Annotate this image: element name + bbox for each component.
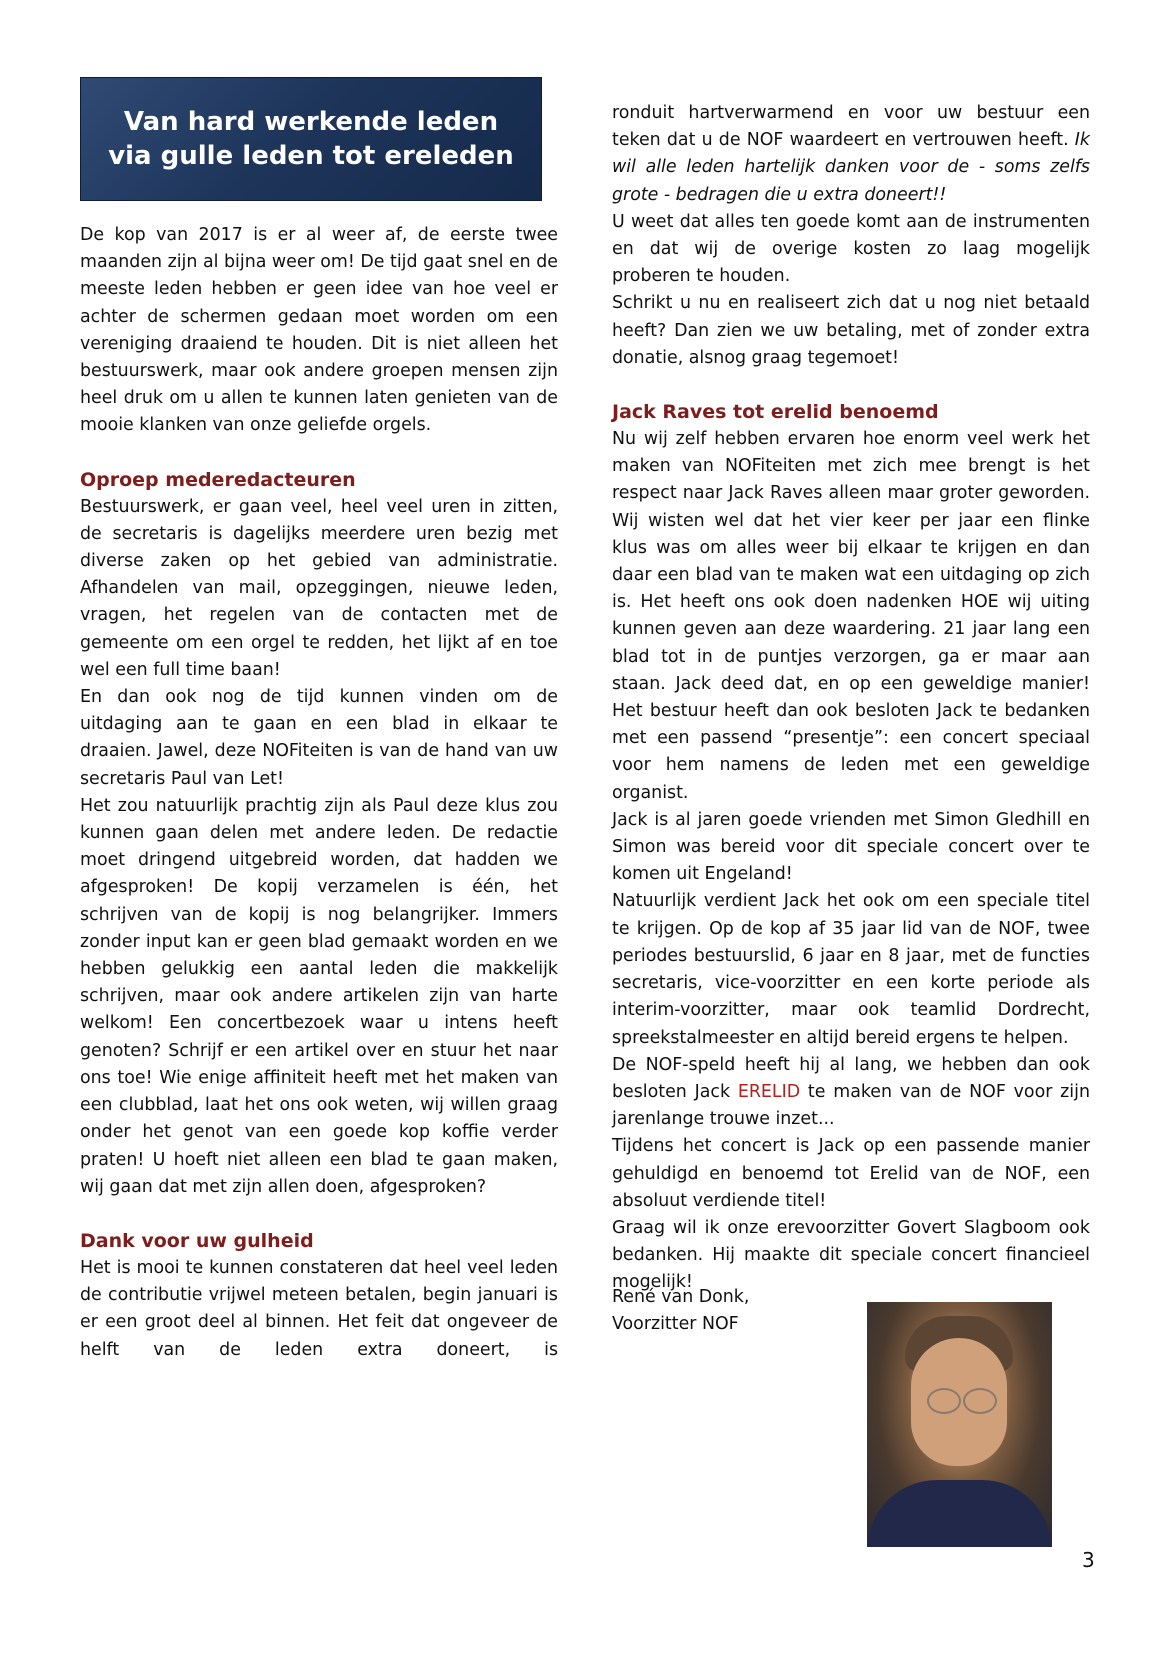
oproep-paragraph-1: Bestuurswerk, er gaan veel, heel veel uren in zitten, de secretaris is dagelijks meerdere uren bezig met diverse zaken op het gebied van administratie. Afhandelen van mail, opzeggingen, nieuwe leden, vragen, het regelen van de contacten met de gemeente om een orgel te redden, het lijkt af en toe wel een full time baan! bbox=[80, 496, 558, 680]
jack-paragraph-2: Jack is al jaren goede vrienden met Simon Gledhill en Simon was bereid voor dit speciale concert over te komen uit Engeland! bbox=[612, 809, 1090, 885]
left-column bbox=[80, 222, 558, 1364]
section-heading-jack: Jack Raves tot erelid benoemd bbox=[612, 401, 939, 424]
page-number: 3 bbox=[1082, 1548, 1095, 1572]
dank-paragraph-1-part-b: ronduit hartverwarmend en voor uw bestuur een teken dat u de NOF waardeert en vertrouwen heeft. Ik wil alle leden hartelijk danken voor de - soms zelfs grote - bedragen die u extra doneert!! bbox=[612, 103, 1090, 205]
signature-role: Voorzitter NOF bbox=[612, 1314, 739, 1335]
portrait-photo bbox=[867, 1302, 1052, 1547]
jack-p4-before: De NOF-speld heeft hij al lang, we hebben dan ook besloten Jack bbox=[612, 1054, 1090, 1102]
erelid-highlight: ERELID bbox=[737, 1081, 801, 1102]
dank-paragraph-2: U weet dat alles ten goede komt aan de instrumenten en dat wij de overige kosten zo laag mogelijk proberen te houden. bbox=[612, 211, 1090, 287]
title-box bbox=[80, 77, 542, 201]
section-heading-dank: Dank voor uw gulheid bbox=[80, 1229, 314, 1252]
right-column bbox=[612, 100, 1090, 1297]
jack-paragraph-1: Nu wij zelf hebben ervaren hoe enorm veel werk het maken van NOFiteiten met zich mee brengt is het respect naar Jack Raves alleen maar groter geworden. Wij wisten wel dat het vier keer per jaar een flinke klus was om alles weer bij elkaar te krijgen en dan daar een blad van te maken wat een uitdaging op zich is. Het heeft ons ook doen nadenken HOE wij uiting kunnen geven aan deze waardering. 21 jaar lang een blad tot in de puntjes verzorgen, ga er maar aan staan. Jack deed dat, en op een geweldige manier! Het bestuur heeft dan ook besloten Jack te bedanken met een passend “presentje”: een concert speciaal voor hem namens de leden met een geweldige organist. bbox=[612, 429, 1090, 803]
dank-paragraph-3: Schrikt u nu en realiseert zich dat u nog niet betaald heeft? Dan zien we uw betaling, met of zonder extra donatie, alsnog graag tegemoet! bbox=[612, 293, 1090, 368]
jack-paragraph-4 bbox=[612, 1052, 1090, 1134]
signature-name: René van Donk, bbox=[612, 1287, 750, 1307]
jack-paragraph-5: Tijdens het concert is Jack op een passende manier gehuldigd en benoemd tot Erelid van de NOF, een absoluut verdiende titel! bbox=[612, 1136, 1090, 1211]
dank-paragraph-1-part-a: Het is mooi te kunnen constateren dat heel veel leden de contributie vrijwel meteen betalen, begin januari is er een groot deel al binnen. Het feit dat ongeveer de helft van de leden extra doneert, is bbox=[80, 1257, 558, 1360]
jack-paragraph-6: Graag wil ik onze erevoorzitter Govert Slagboom ook bedanken. Hij maakte dit speciale concert financieel mogelijk! bbox=[612, 1217, 1090, 1293]
signature-block bbox=[612, 1284, 852, 1338]
jack-p4-after: te maken van de NOF voor zijn jarenlange trouwe inzet... bbox=[612, 1081, 1090, 1130]
intro-paragraph: De kop van 2017 is er al weer af, de eerste twee maanden zijn al bijna weer om! De tijd gaat snel en de meeste leden hebben er geen idee van hoe veel er achter de schermen gedaan moet worden om een vereniging draaiend te houden. Dit is niet alleen het bestuurswerk, maar ook andere groepen mensen zijn heel druk om u allen te kunnen laten genieten van de mooie klanken van onze geliefde orgels. bbox=[80, 225, 558, 436]
section-heading-oproep: Oproep mederedacteuren bbox=[80, 468, 356, 491]
article-title: Van hard werkende leden via gulle leden tot ereleden bbox=[108, 107, 514, 171]
dank-italic-thanks: Ik wil alle leden hartelijk danken voor de - soms zelfs grote - bedragen die u extra doneert!! bbox=[612, 130, 1090, 205]
oproep-paragraph-2: En dan ook nog de tijd kunnen vinden om de uitdaging aan te gaan en een blad in elkaar te draaien. Jawel, deze NOFiteiten is van de hand van uw secretaris Paul van Let! bbox=[80, 687, 558, 789]
oproep-paragraph-3: Het zou natuurlijk prachtig zijn als Paul deze klus zou kunnen gaan delen met andere leden. De redactie moet dringend uitgebreid worden, dat hadden we afgesproken! De kopij verzamelen is één, het schrijven van de kopij is nog belangrijker. Immers zonder input kan er geen blad gemaakt worden en we hebben gelukkig een aantal leden die makkelijk schrijven, maar ook andere artikelen zijn van harte welkom! Een concertbezoek waar u intens heeft genoten? Schrijf er een artikel over en stuur het naar ons toe! Wie enige affiniteit heeft met het maken van een clubblad, laat het ons ook weten, wij willen graag onder het genot van een goede kop koffie verder praten! U hoeft niet alleen een blad te gaan maken, wij gaan dat met zijn allen doen, afgesproken? bbox=[80, 795, 558, 1197]
jack-paragraph-3: Natuurlijk verdient Jack het ook om een speciale titel te krijgen. Op de kop af 35 jaar lid van de NOF, twee periodes bestuurslid, 6 jaar en 8 jaar, met de functies secretaris, vice-voorzitter en een korte periode als interim-voorzitter, maar ook teamlid Dordrecht, spreekstalmeester en altijd bereid ergens te helpen. bbox=[612, 891, 1090, 1048]
